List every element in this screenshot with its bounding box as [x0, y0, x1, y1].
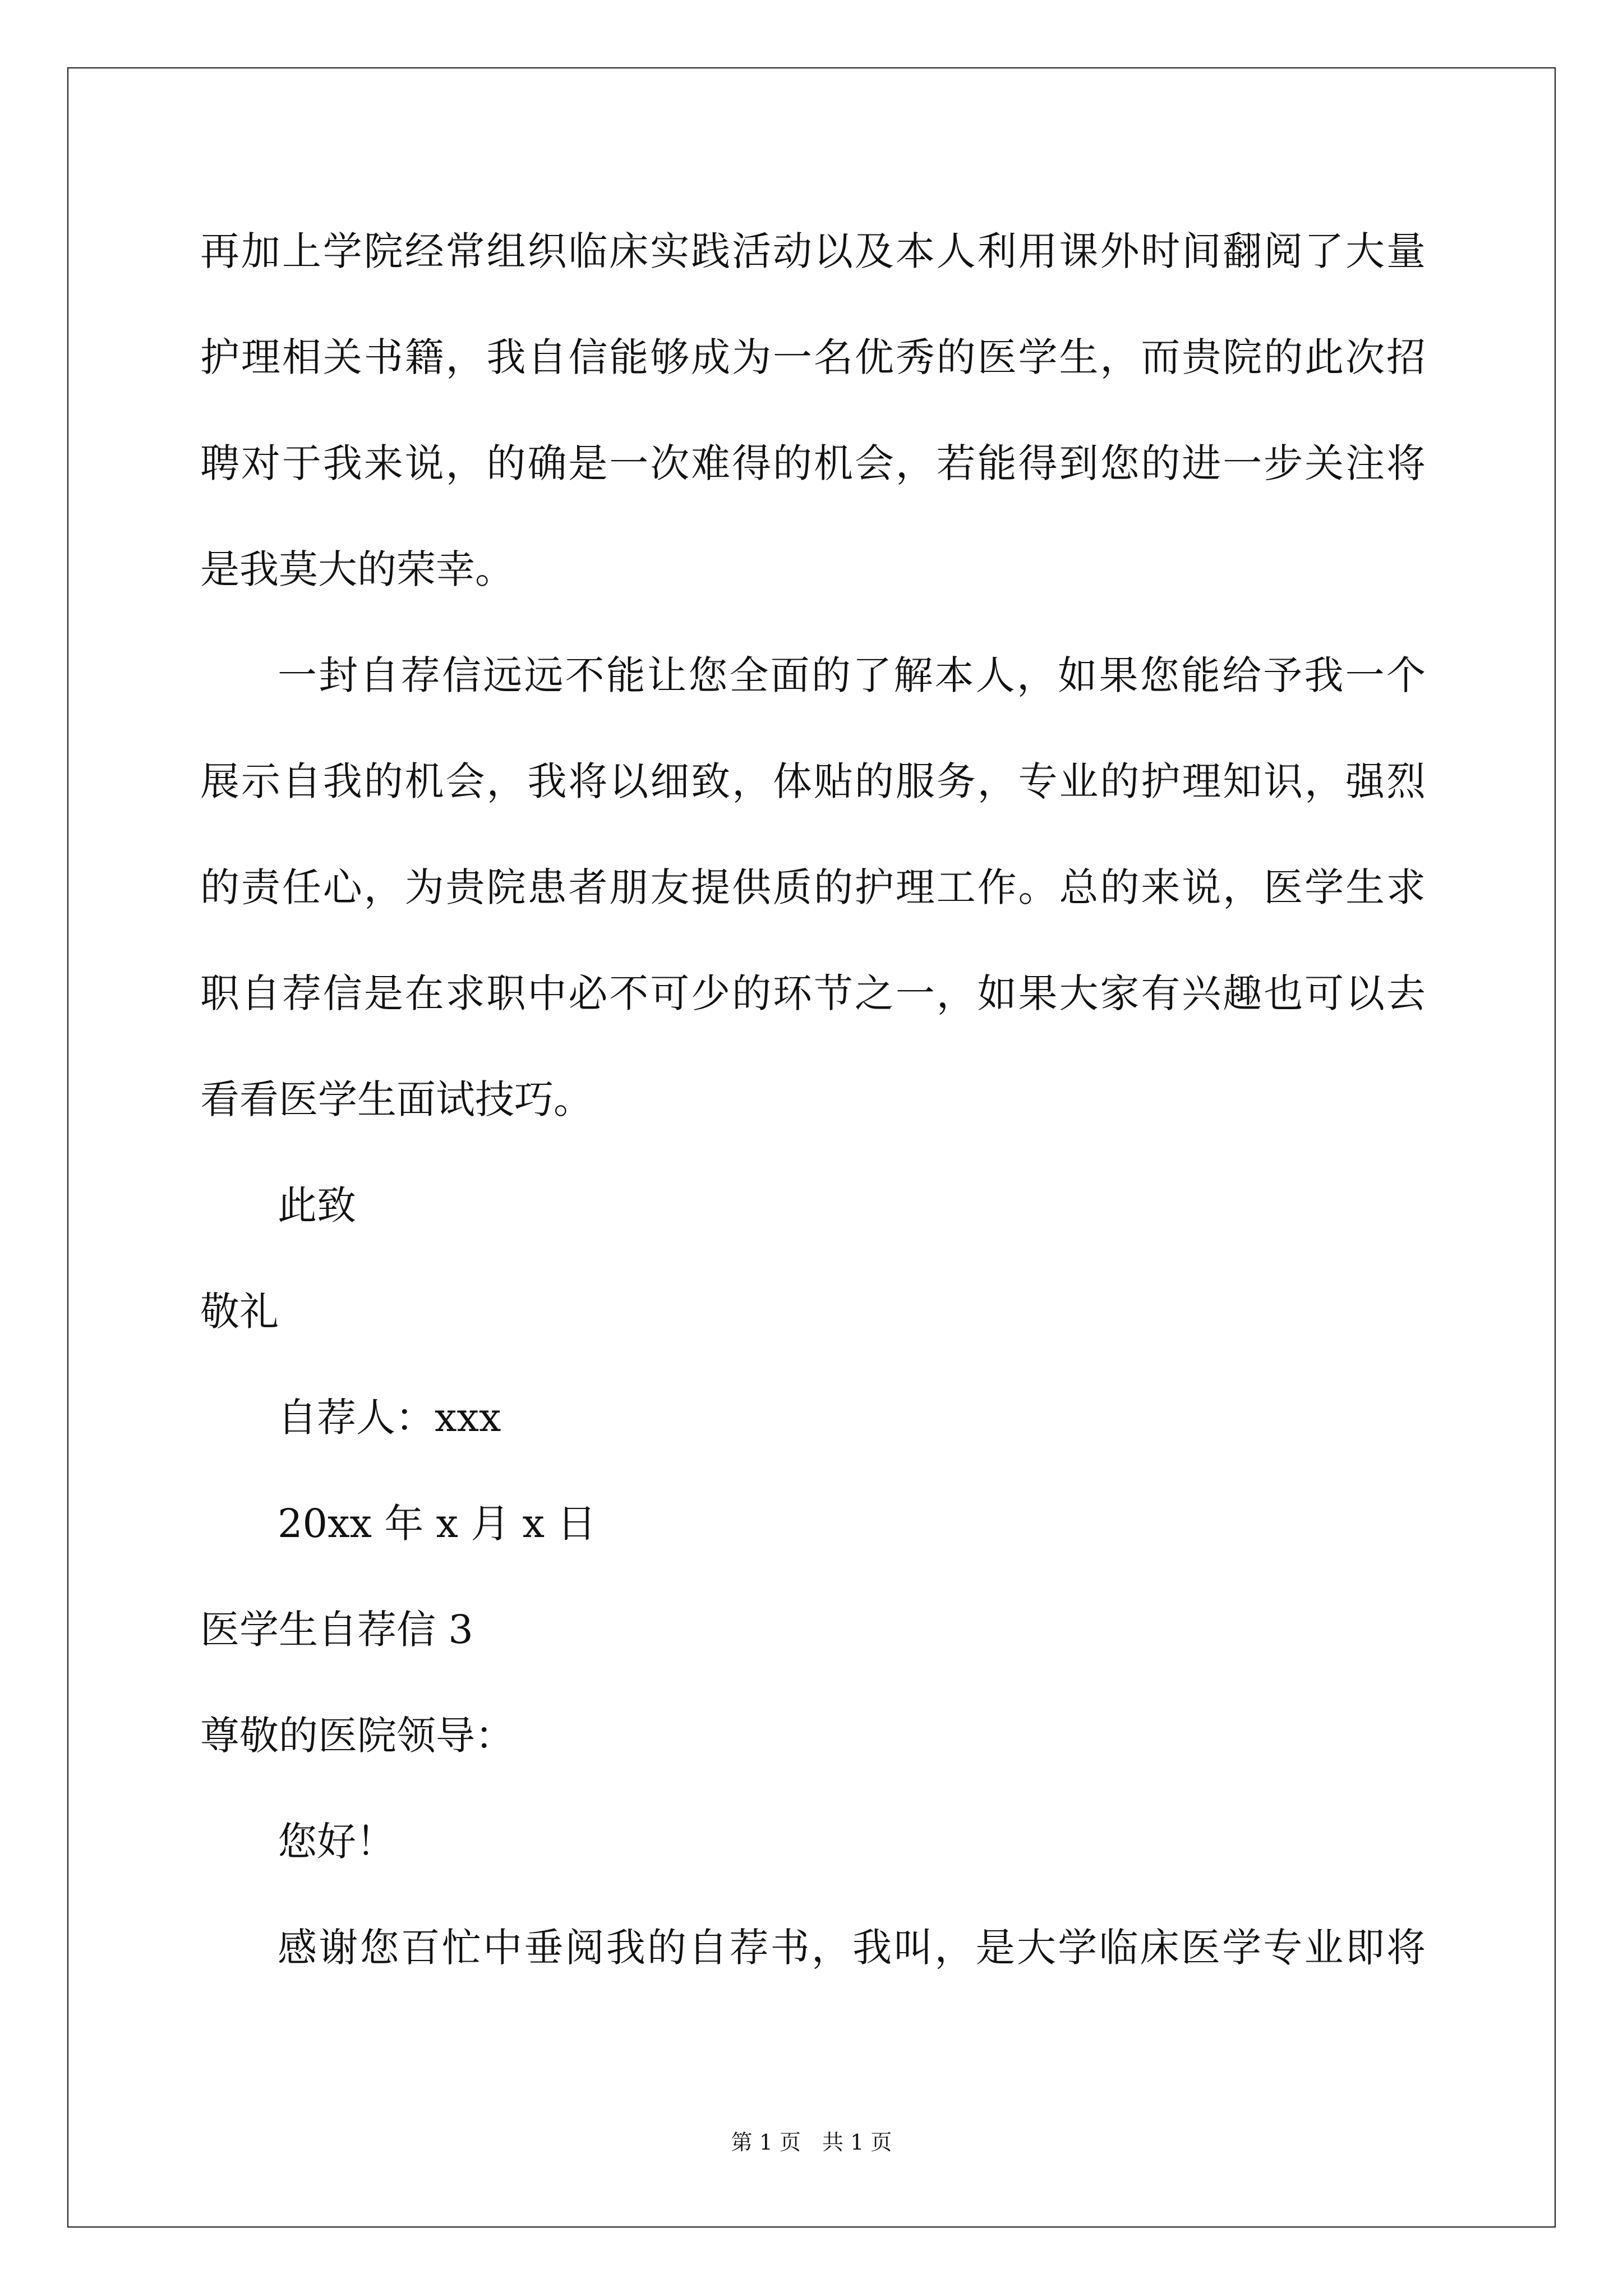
body-line: 职自荐信是在求职中必不可少的环节之一，如果大家有兴趣也可以去: [200, 970, 1426, 1016]
section-title: 医学生自荐信 3: [200, 1607, 473, 1653]
paragraph-first-line: 感谢您百忙中垂阅我的自荐书，我叫，是大学临床医学专业即将: [278, 1925, 1426, 1971]
paragraph-first-line: 一封自荐信远远不能让您全面的了解本人，如果您能给予我一个: [278, 652, 1426, 698]
letter-body: [200, 199, 1426, 2001]
signature-name: 自荐人：xxx: [278, 1395, 501, 1441]
body-line: 聘对于我来说，的确是一次难得的机会，若能得到您的进一步关注将: [200, 440, 1426, 486]
body-line: 的责任心，为贵院患者朋友提供质的护理工作。总的来说，医学生求: [200, 864, 1426, 910]
body-line: 看看医学生面试技巧。: [200, 1076, 593, 1122]
body-line: 护理相关书籍，我自信能够成为一名优秀的医学生，而贵院的此次招: [200, 334, 1426, 380]
body-line: 是我莫大的荣幸。: [200, 546, 514, 592]
body-line: 展示自我的机会，我将以细致，体贴的服务，专业的护理知识，强烈: [200, 758, 1426, 804]
body-line: 再加上学院经常组织临床实践活动以及本人利用课外时间翻阅了大量: [200, 228, 1426, 274]
closing-salute: 敬礼: [200, 1289, 279, 1335]
greeting: 您好！: [278, 1819, 395, 1865]
signature-date: 20xx 年 x 月 x 日: [278, 1501, 597, 1547]
salutation: 尊敬的医院领导：: [200, 1713, 514, 1759]
closing-phrase: 此致: [278, 1182, 356, 1228]
page-number: 第 1 页 共 1 页: [731, 2130, 892, 2155]
